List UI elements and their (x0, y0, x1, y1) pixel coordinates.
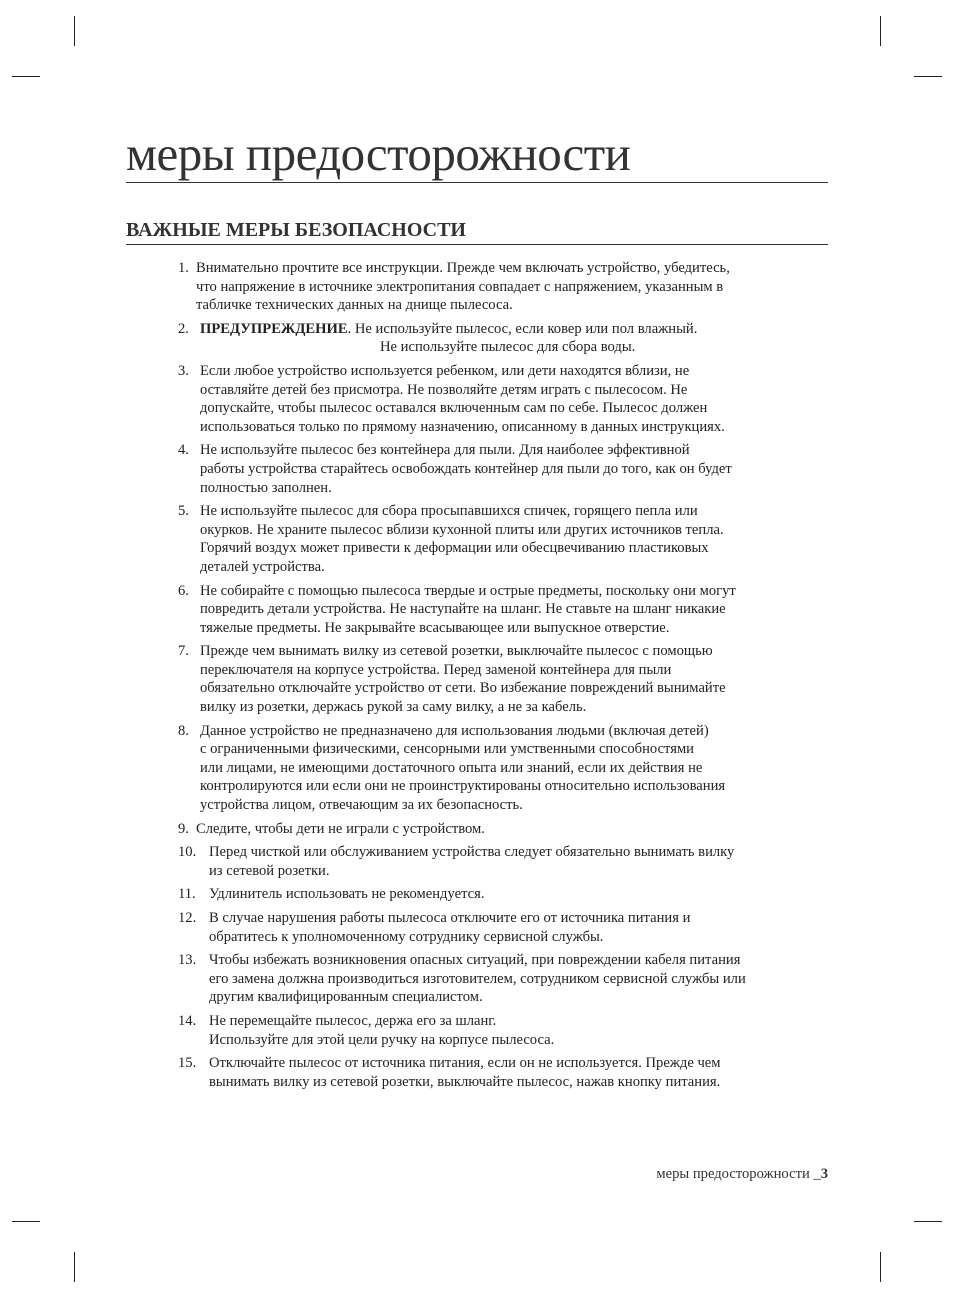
list-item (178, 1054, 838, 1091)
item-line: использоваться только по прямому назначению, описанному в данных инструкциях. (200, 418, 725, 435)
item-line: Удлинитель использовать не рекомендуется. (209, 886, 485, 903)
list-item (178, 885, 838, 904)
list-item (178, 320, 838, 357)
item-line: с ограниченными физическими, сенсорными или умственными способностями (200, 741, 694, 758)
item-line: работы устройства старайтесь освобождать контейнер для пыли до того, как он будет (200, 460, 732, 477)
item-line: оставляйте детей без присмотра. Не позволяйте детям играть с пылесосом. Не (200, 381, 688, 398)
item-line: Не используйте пылесос для сбора просыпавшихся спичек, горящего пепла или (200, 503, 698, 520)
item-number: 14. (178, 1012, 197, 1029)
list-item (178, 1012, 838, 1049)
item-line: деталей устройства. (200, 558, 325, 575)
item-number: 3. (178, 362, 189, 379)
warning-label: ПРЕДУПРЕЖДЕНИЕ (200, 320, 348, 337)
item-line: допускайте, чтобы пылесос оставался включенным сам по себе. Пылесос должен (200, 400, 708, 417)
list-item (178, 441, 838, 497)
crop-mark (914, 1221, 942, 1222)
item-number: 6. (178, 582, 189, 599)
item-line: Не перемещайте пылесос, держа его за шланг. (209, 1012, 497, 1029)
item-number: 12. (178, 910, 197, 926)
item-line: что напряжение в источнике электропитания совпадает с напряжением, указанным в (196, 278, 724, 295)
list-item (178, 820, 838, 839)
footer-text: меры предосторожности _ (656, 1166, 821, 1182)
item-line: В случае нарушения работы пылесоса отключите его от источника питания и (209, 910, 691, 926)
item-line: вынимать вилку из сетевой розетки, выключайте пылесос, нажав кнопку питания. (209, 1073, 721, 1090)
item-line: Следите, чтобы дети не играли с устройством. (196, 820, 485, 837)
item-line: окурков. Не храните пылесос вблизи кухонной плиты или других источников тепла. (200, 521, 724, 538)
item-number: 15. (178, 1055, 197, 1072)
list-item (178, 582, 838, 638)
list-item (178, 843, 838, 880)
item-line: Не используйте пылесос без контейнера для пыли. Для наиболее эффективной (200, 442, 690, 459)
item-line: Не используйте пылесос для сбора воды. (380, 339, 636, 356)
item-line: . Не используйте пылесос, если ковер или пол влажный. (347, 320, 698, 337)
crop-mark (880, 1252, 881, 1282)
list-item (178, 362, 838, 436)
item-line: обратитесь к уполномоченному сотруднику сервисной службы. (209, 928, 604, 945)
list-item (178, 642, 838, 716)
item-line: его замена должна производиться изготовителем, сотрудником сервисной службы или (209, 970, 746, 987)
list-item (178, 259, 838, 315)
list-item (178, 951, 838, 1007)
section-title: ВАЖНЫЕ МЕРЫ БЕЗОПАСНОСТИ (126, 217, 828, 245)
item-line: Отключайте пылесос от источника питания, если он не используется. Прежде чем (209, 1055, 721, 1072)
item-number: 5. (178, 503, 189, 520)
item-number: 10. (178, 844, 197, 861)
item-line: Не собирайте с помощью пылесоса твердые и острые предметы, поскольку они могут (200, 582, 736, 599)
item-line: Если любое устройство используется ребенком, или дети находятся вблизи, не (200, 362, 690, 379)
item-line: Используйте для этой цели ручку на корпусе пылесоса. (209, 1031, 555, 1048)
page-number: 3 (820, 1166, 828, 1182)
page-footer (656, 1166, 828, 1183)
crop-mark (914, 76, 942, 77)
crop-mark (12, 1221, 40, 1222)
item-line: другим квалифицированным специалистом. (209, 989, 483, 1006)
item-line: Данное устройство не предназначено для использования людьми (включая детей) (200, 722, 709, 739)
item-line: повредить детали устройства. Не наступайте на шланг. Не ставьте на шланг никакие (200, 601, 726, 618)
item-number: 11. (178, 886, 196, 903)
item-line: тяжелые предметы. Не закрывайте всасывающее или выпускное отверстие. (200, 619, 670, 636)
item-line: полностью заполнен. (200, 479, 332, 496)
item-line: переключателя на корпусе устройства. Перед заменой контейнера для пыли (200, 661, 672, 678)
item-line: табличке технических данных на днище пылесоса. (196, 297, 513, 314)
item-line: или лицами, не имеющими достаточного опыта или знаний, если их действия не (200, 759, 703, 776)
item-line: Горячий воздух может привести к деформации или обесцвечиванию пластиковых (200, 540, 709, 557)
item-line: вилку из розетки, держась рукой за саму вилку, а не за кабель. (200, 699, 587, 716)
item-number: 7. (178, 643, 189, 660)
item-line: обязательно отключайте устройство от сети. Во избежание повреждений вынимайте (200, 680, 726, 697)
item-line: Перед чисткой или обслуживанием устройства следует обязательно вынимать вилку (209, 844, 735, 861)
item-number: 1. (178, 260, 189, 276)
list-item (178, 502, 838, 576)
item-line: из сетевой розетки. (209, 862, 330, 879)
item-line: Внимательно прочтите все инструкции. Прежде чем включать устройство, убедитесь, (196, 260, 730, 276)
item-line: Чтобы избежать возникновения опасных ситуаций, при повреждении кабеля питания (209, 952, 741, 969)
page-title: меры предосторожности (126, 126, 828, 183)
item-number: 8. (178, 722, 189, 739)
crop-mark (12, 76, 40, 77)
list-item (178, 909, 838, 946)
crop-mark (74, 1252, 75, 1282)
item-number: 13. (178, 952, 197, 969)
safety-list (178, 259, 838, 1096)
item-line: устройства лицом, отвечающим за их безопасность. (200, 797, 523, 814)
crop-mark (880, 16, 881, 46)
item-number: 4. (178, 442, 189, 459)
crop-mark (74, 16, 75, 46)
item-number: 9. (178, 820, 189, 837)
item-line: контролируются или если они не проинструктированы относительно использования (200, 778, 726, 795)
list-item (178, 722, 838, 815)
item-number: 2. (178, 320, 189, 337)
item-line: Прежде чем вынимать вилку из сетевой розетки, выключайте пылесос с помощью (200, 643, 713, 660)
